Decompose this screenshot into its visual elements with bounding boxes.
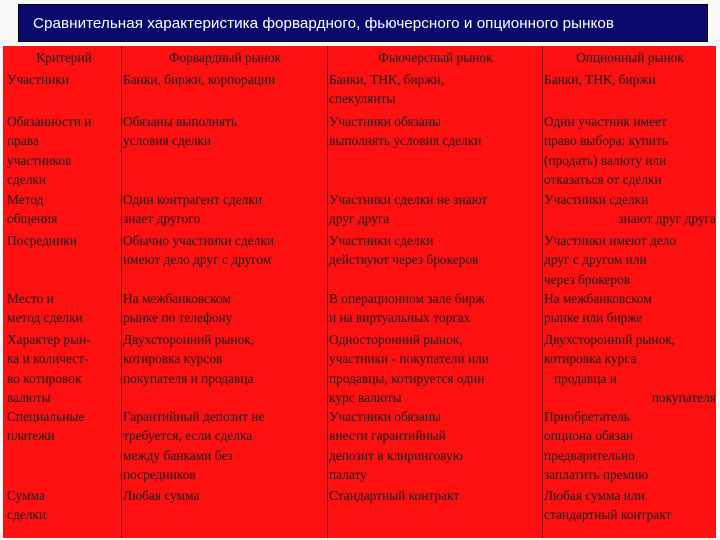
option-market-cell-line: котировка курса [544,351,637,367]
criterion-cell-line: ка и количест- [7,351,89,367]
option-market-cell [544,330,716,408]
futures-market-cell-line: Участники сделки не знают [329,192,488,207]
criterion-cell [7,112,121,190]
criterion-cell-line: общения [7,211,58,227]
option-market-cell-line: знают друг друга [618,211,716,227]
futures-market-cell-line: и на виртуальных торгах [329,310,471,326]
option-market-cell-line: стандартный контракт [544,507,672,523]
criterion-cell-line: Специальные [7,409,85,424]
futures-market-cell-line: В операционном зале бирж [329,291,485,306]
forward-market-cell [123,190,327,229]
column-header: Форвардный рынок [168,50,282,65]
option-market-cell-line: друг с другом или [544,252,647,268]
futures-market-cell [329,231,542,270]
criterion-cell-line: сделки [7,172,47,188]
option-market-cell-line: через брокеров [544,271,631,287]
criterion-cell-line: Метод [7,192,44,207]
option-market-cell-line: Участники имеют дело [544,233,677,248]
criterion-cell [7,289,121,328]
criterion-cell-line: Сумма [7,488,45,503]
criterion-cell-line: Посредники [7,233,77,248]
futures-market-cell-line: продавцы, котируется один [329,370,485,386]
forward-market-cell-line: требуется, если сделка [123,428,253,444]
forward-market-cell-line: Один контрагент сделки [123,192,263,207]
column-header: Критерий [36,50,92,65]
futures-market-cell-line: курс валюты [329,390,402,406]
forward-market-cell-line: Обычно участники сделки [123,233,274,248]
criterion-cell-line: участников [7,152,72,168]
futures-market-cell-line: действуют через брокеров [329,252,479,268]
option-market-cell-line: Приобретатель [544,409,630,424]
column-header: Опционный рынок [576,50,684,65]
forward-market-cell [123,70,327,89]
option-market-cell-line: Любая сумма или [544,488,645,503]
forward-market-cell-line: Банки, биржи, корпорации [123,72,276,87]
criterion-cell-line: платежи [7,428,55,444]
futures-market-cell-line: выполнять условия сделки [329,133,482,149]
futures-market-cell-line: участники - покупатели или [329,351,489,367]
option-market-cell [544,70,716,89]
criterion-cell-line: Место и [7,291,54,306]
option-market-cell-line: Один участник имеет [544,114,667,129]
forward-market-cell-line: Обязаны выполнять [123,114,238,129]
column-divider [327,46,328,538]
option-market-cell-line: Двухсторонний рынок, [544,332,676,347]
forward-market-cell-line: посредников [123,467,196,483]
futures-market-cell [329,112,542,151]
option-market-cell [544,486,716,525]
futures-market-cell [329,289,542,328]
option-market-cell-line: На межбанковском [544,291,652,306]
forward-market-cell-line: знает другого [123,211,201,227]
futures-market-cell-line: палату [329,467,367,483]
criterion-cell [7,486,121,525]
futures-market-cell-line: депозит в клиринговую [329,447,463,463]
option-market-cell-line: предварительно [544,447,635,463]
futures-market-cell-line: спекулянты [329,91,396,107]
criterion-cell-line: валюты [7,390,51,406]
column-divider [542,46,543,538]
option-market-cell-line: отказаться от сделки [544,172,662,188]
option-market-cell-line: покупателя [651,390,716,406]
futures-market-cell [329,330,542,408]
forward-market-cell-line: покупателя и продавца [123,370,254,386]
criterion-cell [7,330,121,408]
criterion-cell-line: Характер рын- [7,332,91,347]
forward-market-cell-line: имеют дело друг с другом [123,252,272,268]
futures-market-cell [329,190,542,229]
futures-market-cell [329,70,542,109]
forward-market-cell-line: котировка курсов [123,351,223,367]
forward-market-cell [123,289,327,328]
title-bar [18,4,708,42]
criterion-cell-line: Обязанности и [7,114,92,129]
column-divider [121,46,122,538]
futures-market-cell-line: внести гарантийный [329,428,446,444]
forward-market-cell-line: условия сделки [123,133,212,149]
forward-market-cell-line: Любая сумма [123,488,200,503]
option-market-cell-line: Банки, ТНК, биржи [544,72,656,87]
option-market-cell-line: продавца и [554,370,617,386]
futures-market-cell [329,486,542,505]
forward-market-cell [123,330,327,388]
futures-market-cell-line: Участники сделки [329,233,434,248]
futures-market-cell-line: Стандартный контракт [329,488,460,503]
forward-market-cell-line: Двухсторонний рынок, [123,332,255,347]
option-market-cell-line: Участники сделки [544,192,649,207]
option-market-cell-line: рынке или бирже [544,310,643,326]
option-market-cell-line: (продать) валюту или [544,152,667,168]
column-header: Фьючерсный рынок [378,50,493,65]
criterion-cell [7,190,121,229]
option-market-cell-line: право выбора: купить [544,133,668,149]
criterion-cell-line: метод сделки [7,310,83,326]
criterion-cell-line: права [7,133,39,149]
option-market-cell-line: опциона обязан [544,428,634,444]
futures-market-cell-line: Банки, ТНК, биржи, [329,72,445,87]
criterion-cell [7,407,121,446]
forward-market-cell [123,407,327,485]
page-title: Сравнительная характеристика форвардного, фьючерсного и опционного рынков [33,14,615,32]
criterion-cell-line: Участники [7,72,69,87]
criterion-cell [7,70,121,89]
forward-market-cell-line: между банками без [123,447,233,463]
option-market-cell [544,407,716,485]
forward-market-cell [123,231,327,270]
option-market-cell [544,231,716,289]
criterion-cell [7,231,121,250]
option-market-cell-line: заплатить премию [544,467,649,483]
option-market-cell [544,112,716,190]
futures-market-cell-line: Участники обязаны [329,114,442,129]
forward-market-cell [123,112,327,151]
forward-market-cell-line: На межбанковском [123,291,231,306]
criterion-cell-line: во котировок [7,370,82,386]
option-market-cell [544,190,716,229]
forward-market-cell-line: Гарантийный депозит не [123,409,265,424]
comparison-table [3,46,716,538]
forward-market-cell [123,486,327,505]
criterion-cell-line: сделки [7,507,47,523]
futures-market-cell [329,407,542,485]
futures-market-cell-line: Участники обязаны [329,409,442,424]
forward-market-cell-line: рынке по телефону [123,310,233,326]
futures-market-cell-line: друг друга [329,211,390,227]
futures-market-cell-line: Односторонний рынок, [329,332,463,347]
option-market-cell [544,289,716,328]
